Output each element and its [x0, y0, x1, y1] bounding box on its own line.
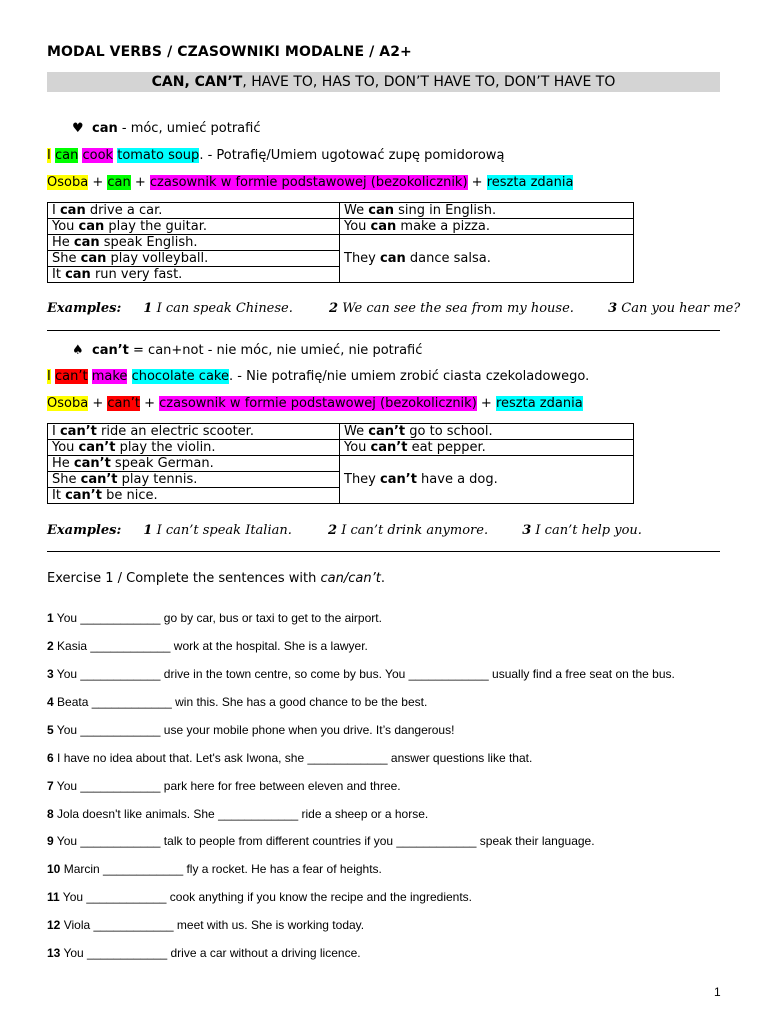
exercise-item: 13 You ____________ drive a car without a driving licence.	[47, 946, 361, 960]
can-examples-table	[47, 202, 634, 283]
table-cell: You can make a pizza.	[340, 219, 634, 235]
formula-modal: can’t	[107, 396, 140, 411]
exercise-item: 5 You ____________ use your mobile phone when you drive. It’s dangerous!	[47, 723, 455, 737]
exercise-item: 10 Marcin ____________ fly a rocket. He has a fear of heights.	[47, 862, 382, 876]
cant-meaning: = can+not - nie móc, nie umieć, nie potrafić	[128, 343, 423, 358]
formula-verb: czasownik w formie podstawowej (bezokolicznik)	[159, 396, 477, 411]
examples-label: Examples:	[47, 301, 122, 316]
heart-icon: ♥	[72, 121, 84, 136]
can-heading	[72, 121, 260, 136]
can-word: can	[92, 121, 118, 136]
cant-heading	[72, 343, 422, 358]
exercise-item: 8 Jola doesn't like animals. She ____________ ride a sheep or a horse.	[47, 807, 429, 821]
exercise-item: 3 You ____________ drive in the town centre, so come by bus. You ____________ usually find a free seat on the bus.	[47, 667, 675, 681]
table-cell: It can run very fast.	[48, 267, 340, 283]
table-row	[48, 235, 634, 251]
formula-plus: +	[467, 175, 487, 190]
formula-person: Osoba	[47, 175, 89, 190]
cant-examples-table	[47, 423, 634, 504]
table-cell: We can’t go to school.	[340, 424, 634, 440]
exercise-item: 1 You ____________ go by car, bus or taxi to get to the airport.	[47, 611, 382, 625]
formula-rest: reszta zdania	[486, 175, 574, 190]
table-cell: You can’t eat pepper.	[340, 440, 634, 456]
examples-label: Examples:	[47, 523, 122, 538]
sample-rest: chocolate cake	[131, 369, 229, 384]
formula-plus: +	[88, 396, 108, 411]
exercise-item: 2 Kasia ____________ work at the hospital. She is a lawyer.	[47, 639, 368, 653]
table-row	[48, 203, 634, 219]
table-row	[48, 219, 634, 235]
table-cell: He can’t speak German.	[48, 456, 340, 472]
exercise-item: 11 You ____________ cook anything if you know the recipe and the ingredients.	[47, 890, 472, 904]
formula-rest: reszta zdania	[495, 396, 583, 411]
table-cell: She can’t play tennis.	[48, 472, 340, 488]
formula-modal: can	[107, 175, 131, 190]
sample-translation: . - Nie potrafię/nie umiem zrobić ciasta czekoladowego.	[229, 369, 590, 384]
sample-verb: make	[91, 369, 128, 384]
page-title: MODAL VERBS / CZASOWNIKI MODALNE / A2+	[47, 44, 412, 60]
can-meaning: - móc, umieć potrafić	[117, 121, 261, 136]
formula-plus: +	[130, 175, 150, 190]
cant-sample-sentence	[47, 369, 589, 384]
page-number: 1	[714, 985, 721, 999]
table-row	[48, 424, 634, 440]
page-subtitle-bar	[47, 72, 720, 92]
spade-icon: ♠	[72, 343, 84, 358]
exercise-item: 9 You ____________ talk to people from different countries if you ____________ speak their language.	[47, 834, 595, 848]
table-row	[48, 456, 634, 472]
table-cell: They can’t have a dog.	[340, 456, 634, 504]
exercise-item: 4 Beata ____________ win this. She has a good chance to be the best.	[47, 695, 428, 709]
exercise-item: 7 You ____________ park here for free between eleven and three.	[47, 779, 401, 793]
exercise-heading: Exercise 1 / Complete the sentences with can/can’t.	[47, 571, 385, 586]
table-cell: They can dance salsa.	[340, 235, 634, 283]
formula-verb: czasownik w formie podstawowej (bezokolicznik)	[149, 175, 468, 190]
table-cell: You can play the guitar.	[48, 219, 340, 235]
cant-word: can’t	[92, 343, 129, 358]
sample-modal: can	[54, 148, 79, 163]
table-cell: You can’t play the violin.	[48, 440, 340, 456]
cant-formula	[47, 396, 583, 411]
table-cell: I can drive a car.	[48, 203, 340, 219]
can-examples-line: Examples: 1 I can speak Chinese. 2 We can see the sea from my house. 3 Can you hear me?	[47, 301, 741, 316]
sample-subject: I	[47, 148, 51, 163]
can-formula	[47, 175, 573, 190]
exercise-item: 12 Viola ____________ meet with us. She is working today.	[47, 918, 365, 932]
exercise-item: 6 I have no idea about that. Let's ask Iwona, she ____________ answer questions like that.	[47, 751, 533, 765]
sample-modal: can’t	[54, 369, 88, 384]
sample-translation: . - Potrafię/Umiem ugotować zupę pomidorową	[199, 148, 505, 163]
subtitle-bold: CAN, CAN’T	[151, 74, 243, 90]
sample-rest: tomato soup	[117, 148, 200, 163]
section-divider	[47, 551, 720, 552]
table-row	[48, 440, 634, 456]
subtitle-rest: , HAVE TO, HAS TO, DON’T HAVE TO, DON’T HAVE TO	[242, 74, 616, 90]
table-cell: It can’t be nice.	[48, 488, 340, 504]
table-cell: He can speak English.	[48, 235, 340, 251]
cant-examples-line: Examples: 1 I can’t speak Italian. 2 I can’t drink anymore. 3 I can’t help you.	[47, 523, 642, 538]
section-divider	[47, 330, 720, 331]
formula-plus: +	[476, 396, 496, 411]
formula-person: Osoba	[47, 396, 89, 411]
sample-verb: cook	[82, 148, 114, 163]
table-cell: We can sing in English.	[340, 203, 634, 219]
can-sample-sentence	[47, 148, 504, 163]
table-cell: She can play volleyball.	[48, 251, 340, 267]
table-cell: I can’t ride an electric scooter.	[48, 424, 340, 440]
sample-subject: I	[47, 369, 51, 384]
formula-plus: +	[88, 175, 108, 190]
formula-plus: +	[139, 396, 160, 411]
